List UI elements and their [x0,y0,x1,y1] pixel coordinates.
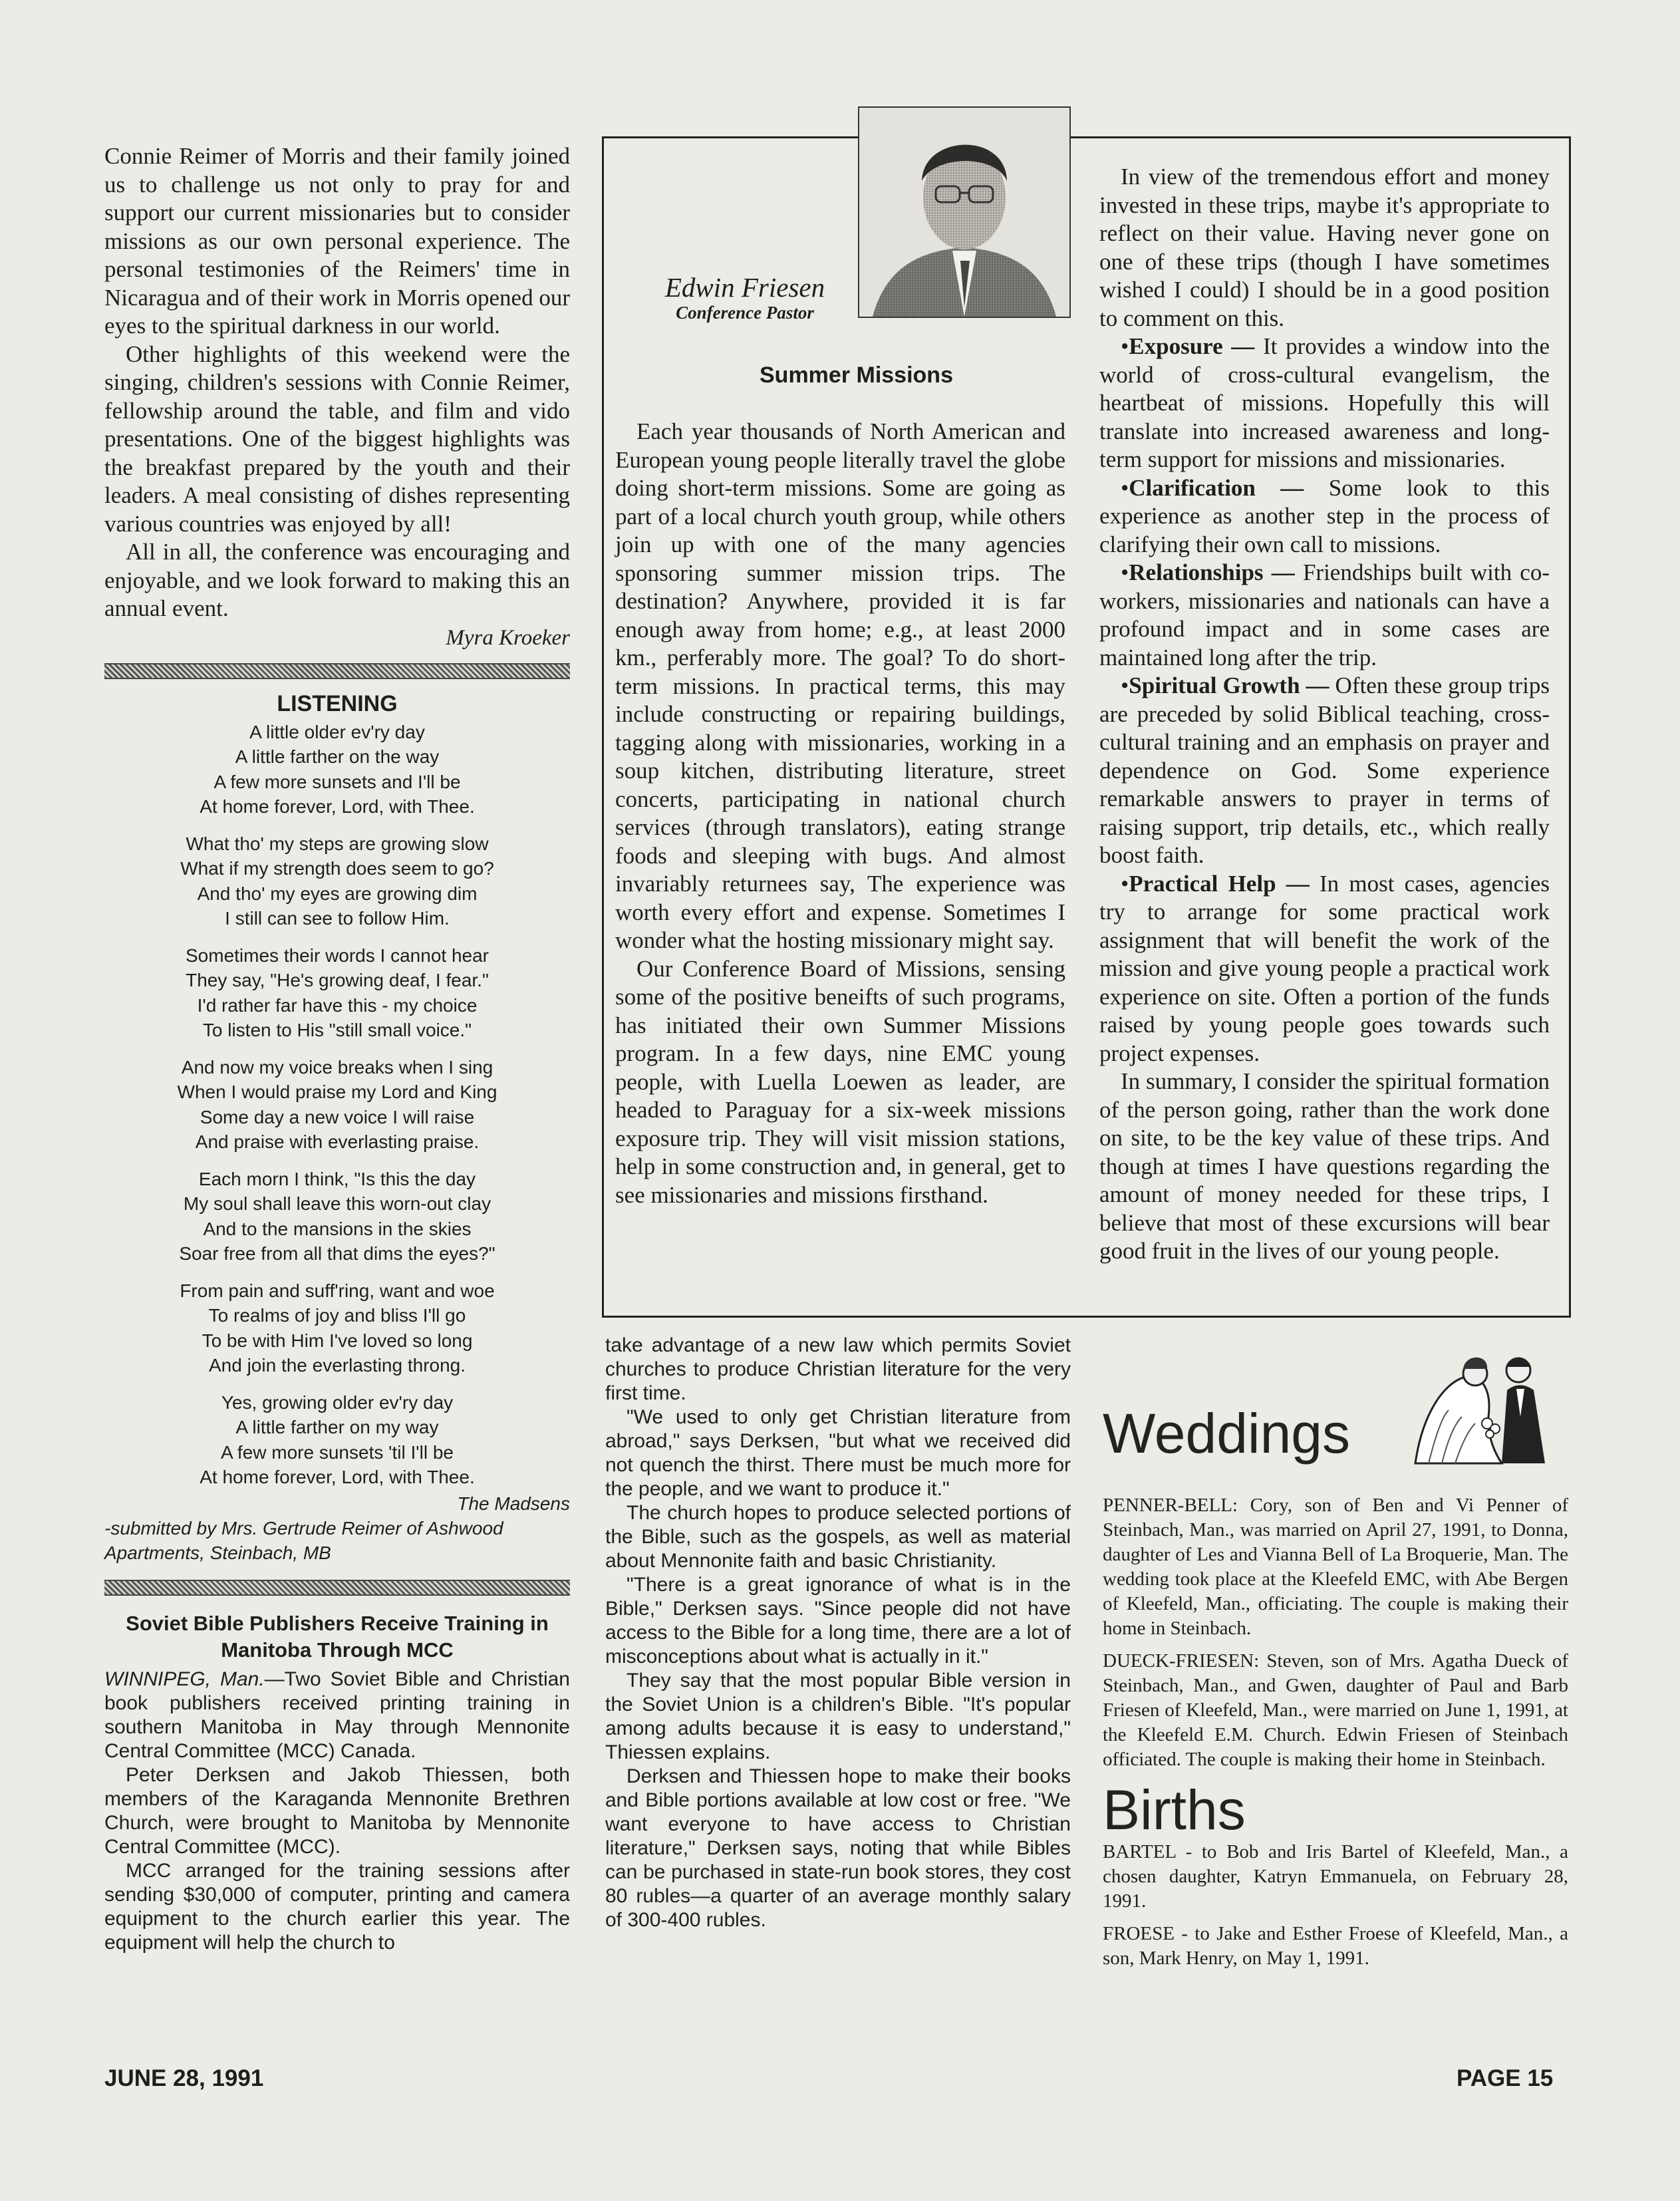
left-column [104,142,570,1955]
weddings-heading: Weddings [1103,1402,1351,1465]
announcement-item: BARTEL - to Bob and Iris Bartel of Kleefeld, Man., a chosen daughter, Katryn Emmanuela, on February 28, 1991. [1103,1841,1568,1912]
poem-line: And join the everlasting throng. [208,1355,466,1376]
poem-stanza [104,1167,570,1266]
bullet-icon: • [1121,474,1129,501]
point-term: Clarification — [1129,474,1304,501]
bullet-icon: • [1121,333,1129,359]
poem-author: The Madsens [457,1493,570,1514]
point-term: Spiritual Growth — [1129,672,1330,698]
poem-line: Each morn I think, "Is this the day [198,1168,476,1189]
poem-line: A few more sunsets and I'll be [213,771,461,792]
poem-line: And to the mansions in the skies [203,1218,472,1239]
point-item [1099,333,1550,474]
point-term: Exposure — [1129,333,1255,359]
births-list [1103,1840,1568,1971]
soviet-article-continued [605,1334,1071,1932]
poem-stanza [104,1055,570,1155]
point-text: It provides a window into the world of cross-cultural evangelism, the heartbeat of missions. Hopefully this will translate into increased awareness and long-term support for missions and missionaries. [1099,333,1550,472]
wedding-couple-illustration [1402,1337,1568,1470]
paragraph: Peter Derksen and Jakob Thiessen, both members of the Karaganda Mennonite Brethren Church, were brought to Manitoba by Mennonite Central Committee (MCC). [104,1763,570,1858]
poem-line: A few more sunsets 'til I'll be [221,1441,454,1463]
paragraph: "We used to only get Christian literature from abroad," says Derksen, "but what we received did not quench the thirst. There must be much more for the people, and we want to produce it." [605,1406,1071,1500]
pastor-photo [858,106,1071,318]
announcement-item: FROESE - to Jake and Esther Froese of Kleefeld, Man., a son, Mark Henry, on May 1, 1991. [1103,1923,1568,1969]
paragraph: Connie Reimer of Morris and their family joined us to challenge us not only to pray for and support our current missionaries but to consider missions as our own personal experience. The personal testimonies of the Reimers' time in Nicaragua and of their work in Morris opened our eyes to the spiritual darkness in our world. [104,143,570,339]
paragraph: Our Conference Board of Missions, sensing some of the positive beneifts of such programs, has initiated their own Summer Missions program. In a few days, nine EMC young people, with Luella Loewen as leader, are headed to Paraguay for a six-week missions exposure trip. They will visit mission stations, help in some construction and, in general, get to see missionaries and missions firsthand. [615,955,1065,1208]
bullet-icon: • [1121,559,1129,585]
author-name: Edwin Friesen [664,272,825,303]
poem-line: A little older ev'ry day [249,721,425,742]
poem-stanza [104,1390,570,1490]
poem-line: To realms of joy and bliss I'll go [208,1305,466,1326]
poem-line: And tho' my eyes are growing dim [197,883,478,904]
signature: Myra Kroeker [446,625,570,650]
soviet-headline: Soviet Bible Publishers Receive Training in Manitoba Through MCC [126,1611,549,1662]
paragraph: In view of the tremendous effort and money invested in these trips, maybe it's appropriate to reflect on their value. Having never gone on one of these trips (though I have sometimes wished I could) I should be in a good position to comment on this. [1099,164,1550,331]
paragraph: "There is a great ignorance of what is in the Bible," Derksen says. "Since people did not have access to the Bible for a long time, there are a lot of misconceptions about what is actually in it." [605,1574,1071,1668]
point-item [1099,870,1550,1068]
poem-line: Sometimes their words I cannot hear [186,945,489,966]
paragraph: The church hopes to produce selected portions of the Bible, such as the gospels, as well as material about Mennonite faith and basic Christianity. [605,1502,1071,1572]
points-list [1099,333,1550,1068]
footer-page-number: PAGE 15 [1457,2065,1554,2091]
poem-line: At home forever, Lord, with Thee. [200,796,475,817]
poem-stanza [104,943,570,1043]
poem-line: What tho' my steps are growing slow [186,833,489,854]
paragraph: They say that the most popular Bible version in the Soviet Union is a children's Bible. "It's popular among adults because it is easy to understand," Thiessen explains. [605,1670,1071,1763]
point-item [1099,559,1550,672]
pastor-column-right [1099,163,1550,1266]
point-term: Practical Help — [1129,870,1310,897]
paragraph: Each year thousands of North American and European young people literally travel the globe doing short-term missions. Some are going as part of a local church youth group, while others join up with one of the many agencies sponsoring summer mission trips. The destination? Anywhere, provided it is far enough away from home; e.g., at least 2000 km., perferably more. The goal? To do short-term missions. In practical terms, this may include constructing or repairing buildings, tagging along with missionaries, working in a soup kitchen, distributing literature, street concerts, participating in national church services (through translators), eating strange foods and sleeping with bugs. And almost invariably returnees say, The experience was worth every effort and expense. Sometimes I wonder what the hosting missionary might say. [615,418,1065,953]
point-term: Relationships — [1129,559,1295,585]
poem-line: And praise with everlasting praise. [195,1131,480,1152]
paragraph: Derksen and Thiessen hope to make their books and Bible portions available at low cost or free. "We want everyone to have access to Christian literature," Derksen says, noting that while Bibles can be purchased in state-run book stores, they cost 80 rubles—a quarter of an average monthly salary of 300-400 rubles. [605,1765,1071,1931]
point-item [1099,474,1550,559]
poem-line: My soul shall leave this worn-out clay [183,1193,491,1214]
poem-line: And now my voice breaks when I sing [181,1056,493,1078]
poem-body [104,720,570,1490]
poem-line: To be with Him I've loved so long [202,1330,473,1351]
paragraph: take advantage of a new law which permits Soviet churches to produce Christian literature for the very first time. [605,1334,1071,1404]
announcement-item: PENNER-BELL: Cory, son of Ben and Vi Penner of Steinbach, Man., was married on April 27, 1991, to Donna, daughter of Les and Vianna Bell of La Broquerie, Man. The wedding took place at the Kleefeld EMC, with Abe Bergen of Kleefeld, Man., officiating. The couple is making their home in Steinbach. [1103,1495,1568,1639]
poem-line: Some day a new voice I will raise [200,1106,475,1127]
weddings-list [1103,1493,1568,1772]
point-text: Friendships built with co-workers, missionaries and nationals can have a profound impact and in some cases are maintained long after the trip. [1099,559,1550,670]
poem-line: From pain and suff'ring, want and woe [180,1280,495,1301]
point-text: In most cases, agencies try to arrange for some practical work assignment that will benefit the work of the mission and give young people a practical work experience on site. Often a portion of the funds raised by young people goes towards such project expenses. [1099,870,1550,1066]
column-title: Summer Missions [760,363,953,388]
poem-line: When I would praise my Lord and King [177,1082,497,1102]
divider-bar [104,663,570,679]
bullet-icon: • [1121,870,1129,897]
poem-line: Yes, growing older ev'ry day [221,1392,454,1413]
poem-stanza [104,831,570,931]
poem-line: A little farther on my way [235,1417,439,1437]
poem-stanza [104,720,570,819]
soviet-article-start [104,1668,570,1955]
poem-line: What if my strength does seem to go? [180,858,494,879]
poem-line: At home forever, Lord, with Thee. [200,1467,475,1487]
paragraph-text: —Two Soviet Bible and Christian book publishers received printing training in southern Manitoba in May through Mennonite Central Committee (MCC) Canada. [104,1668,570,1762]
point-item [1099,672,1550,870]
births-heading: Births [1103,1779,1246,1841]
pastor-column-left [615,418,1065,1209]
point-text: Often these group trips are preceded by solid Biblical teaching, cross-cultural training and an emphasis on prayer and dependence on God. Some experience remarkable answers to prayer in terms of raising support, trip details, etc., which really boost faith. [1099,672,1550,868]
poem-credit: -submitted by Mrs. Gertrude Reimer of Ashwood Apartments, Steinbach, MB [104,1517,503,1563]
point-text: Some look to this experience as another step in the process of clarifying their own call to missions. [1099,474,1550,557]
paragraph: All in all, the conference was encouraging and enjoyable, and we look forward to making this an annual event. [104,539,570,621]
announcements-column [1103,1337,1568,1979]
poem-line: A little farther on the way [235,746,440,767]
poem-stanza [104,1278,570,1378]
poem-line: Soar free from all that dims the eyes?" [179,1243,495,1264]
paragraph: In summary, I consider the spiritual formation of the person going, rather than the work done on site, to be the key value of these trips. And though at times I have questions regarding the amount of money needed for these trips, I believe that most of these excursions will bear good fruit in the lives of our young people. [1099,1068,1550,1264]
bullet-icon: • [1121,672,1129,698]
author-role: Conference Pastor [676,303,814,323]
poem-line: They say, "He's growing deaf, I fear." [186,970,489,990]
dateline: WINNIPEG, Man. [104,1668,265,1690]
announcement-item: DUECK-FRIESEN: Steven, son of Mrs. Agatha Dueck of Steinbach, Man., and Gwen, daughter of Paul and Barb Friesen of Kleefeld, Man., were married on June 1, 1991, at the Kleefeld E.M. Church. Edwin Friesen of Steinbach officiated. The couple is making their home in Steinbach. [1103,1650,1568,1770]
poem-line: I still can see to follow Him. [225,908,450,929]
byline [638,273,851,323]
divider-bar [104,1580,570,1596]
paragraph: MCC arranged for the training sessions after sending $30,000 of computer, printing and camera equipment to the church earlier this year. The equipment will help the church to [104,1859,570,1954]
paragraph: Other highlights of this weekend were the singing, children's sessions with Connie Reimer, fellowship around the table, and film and vido presentations. One of the biggest highlights was the breakfast prepared by the youth and their leaders. A meal consisting of dishes representing various countries was enjoyed by all! [104,341,570,537]
article-conference [104,142,570,653]
footer-date: JUNE 28, 1991 [104,2065,264,2091]
poem-title: LISTENING [277,690,398,716]
poem-line: To listen to His "still small voice." [202,1020,472,1040]
poem-line: I'd rather far have this - my choice [197,994,478,1016]
